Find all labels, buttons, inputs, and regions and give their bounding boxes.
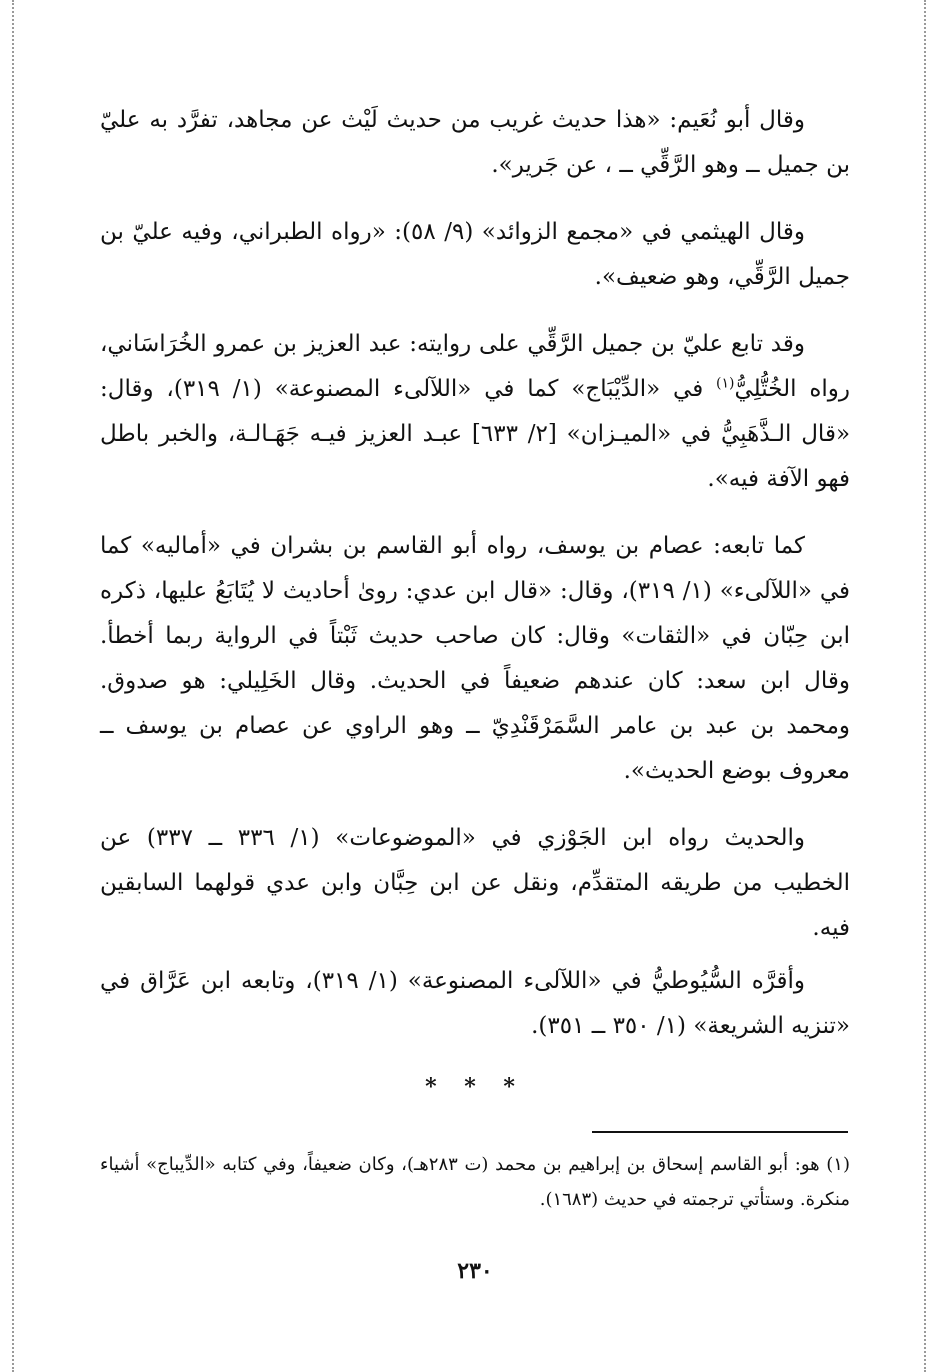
main-text [100,98,850,1049]
paragraph-abu-nuaym: وقال أبو نُعَيم: «هذا حديث غريب من حديث لَيْث عن مجاهد، تفرَّد به عليّ بن جميل ــ وهو الرَّقِّي ــ ، عن جَرير». [100,107,850,178]
left-margin-dotted-edge [12,0,14,1372]
footnotes [100,1147,850,1217]
footnote-1: (١) هو: أبو القاسم إسحاق بن إبراهيم بن محمد (ت ٢٨٣هـ)، وكان ضعيفاً، وفي كتابه «الدِّيباج» أشياء منكرة. وستأتي ترجمته في حديث (١٦٨٣). [100,1154,850,1210]
paragraph-ibn-al-jawzi: والحديث رواه ابن الجَوْزي في «الموضوعات» (١/ ٣٣٦ ــ ٣٣٧) عن الخطيب من طريقه المتقدِّم، ونقل عن ابن حِبَّان وابن عدي قولهما السابقين فيه. [100,825,850,941]
footnote-reference: (١) [716,375,735,392]
paragraph-suyuti: وأقرَّه السُّيُوطيُّ في «اللآلىء المصنوعة» (١/ ٣١٩)، وتابعه ابن عَرَّاق في «تنزيه الشريعة» (١/ ٣٥٠ ــ ٣٥١). [100,968,850,1039]
page-number: ٢٣٠ [457,1258,493,1284]
section-separator: * * * [425,1074,525,1100]
paragraph-haythami: وقال الهيثمي في «مجمع الزوائد» (٩/ ٥٨): «رواه الطبراني، وفيه عليّ بن جميل الرَّقِّي، وهو ضعيف». [100,219,850,290]
right-margin-dotted-edge [924,0,926,1372]
footnote-divider [592,1131,848,1133]
paragraph-khurasani-part2: في «الدِّيْبَاج» كما في «اللآلىء المصنوعة» (١/ ٣١٩)، وقال: «قال الـذَّهَبِيُّ في «الميـزان» [٢/ ٦٣٣] عبـد العزيز فيـه جَهَـالـة، والخبر باطل فهو الآفة فيه». [100,376,851,492]
paragraph-khurasani-part1: وقد تابع عليّ بن جميل الرَّقِّي على روايته: عبد العزيز بن عمرو الخُرَاسَاني، رواه الخُتُّلِيُّ [100,331,851,402]
paragraph-isam-ibn-yusuf: كما تابعه: عصام بن يوسف، رواه أبو القاسم بن بشران في «أماليه» كما في «اللآلىء» (١/ ٣١٩)، وقال: «قال ابن عدي: روىٰ أحاديث لا يُتَابَعُ عليها، ذكره ابن حِبّان في «الثقات» وقال: كان صاحب حديث ثَبْتاً في الرواية ربما أخطأ. وقال ابن سعد: كان عندهم ضعيفاً في الحديث. وقال الخَلِيلي: هو صدوق. ومحمد بن عبد بن عامر السَّمَرْقَنْدِيّ ــ وهو الراوي عن عصام بن يوسف ــ معروف بوضع الحديث». [100,533,851,784]
paragraph-khurasani [100,322,850,502]
